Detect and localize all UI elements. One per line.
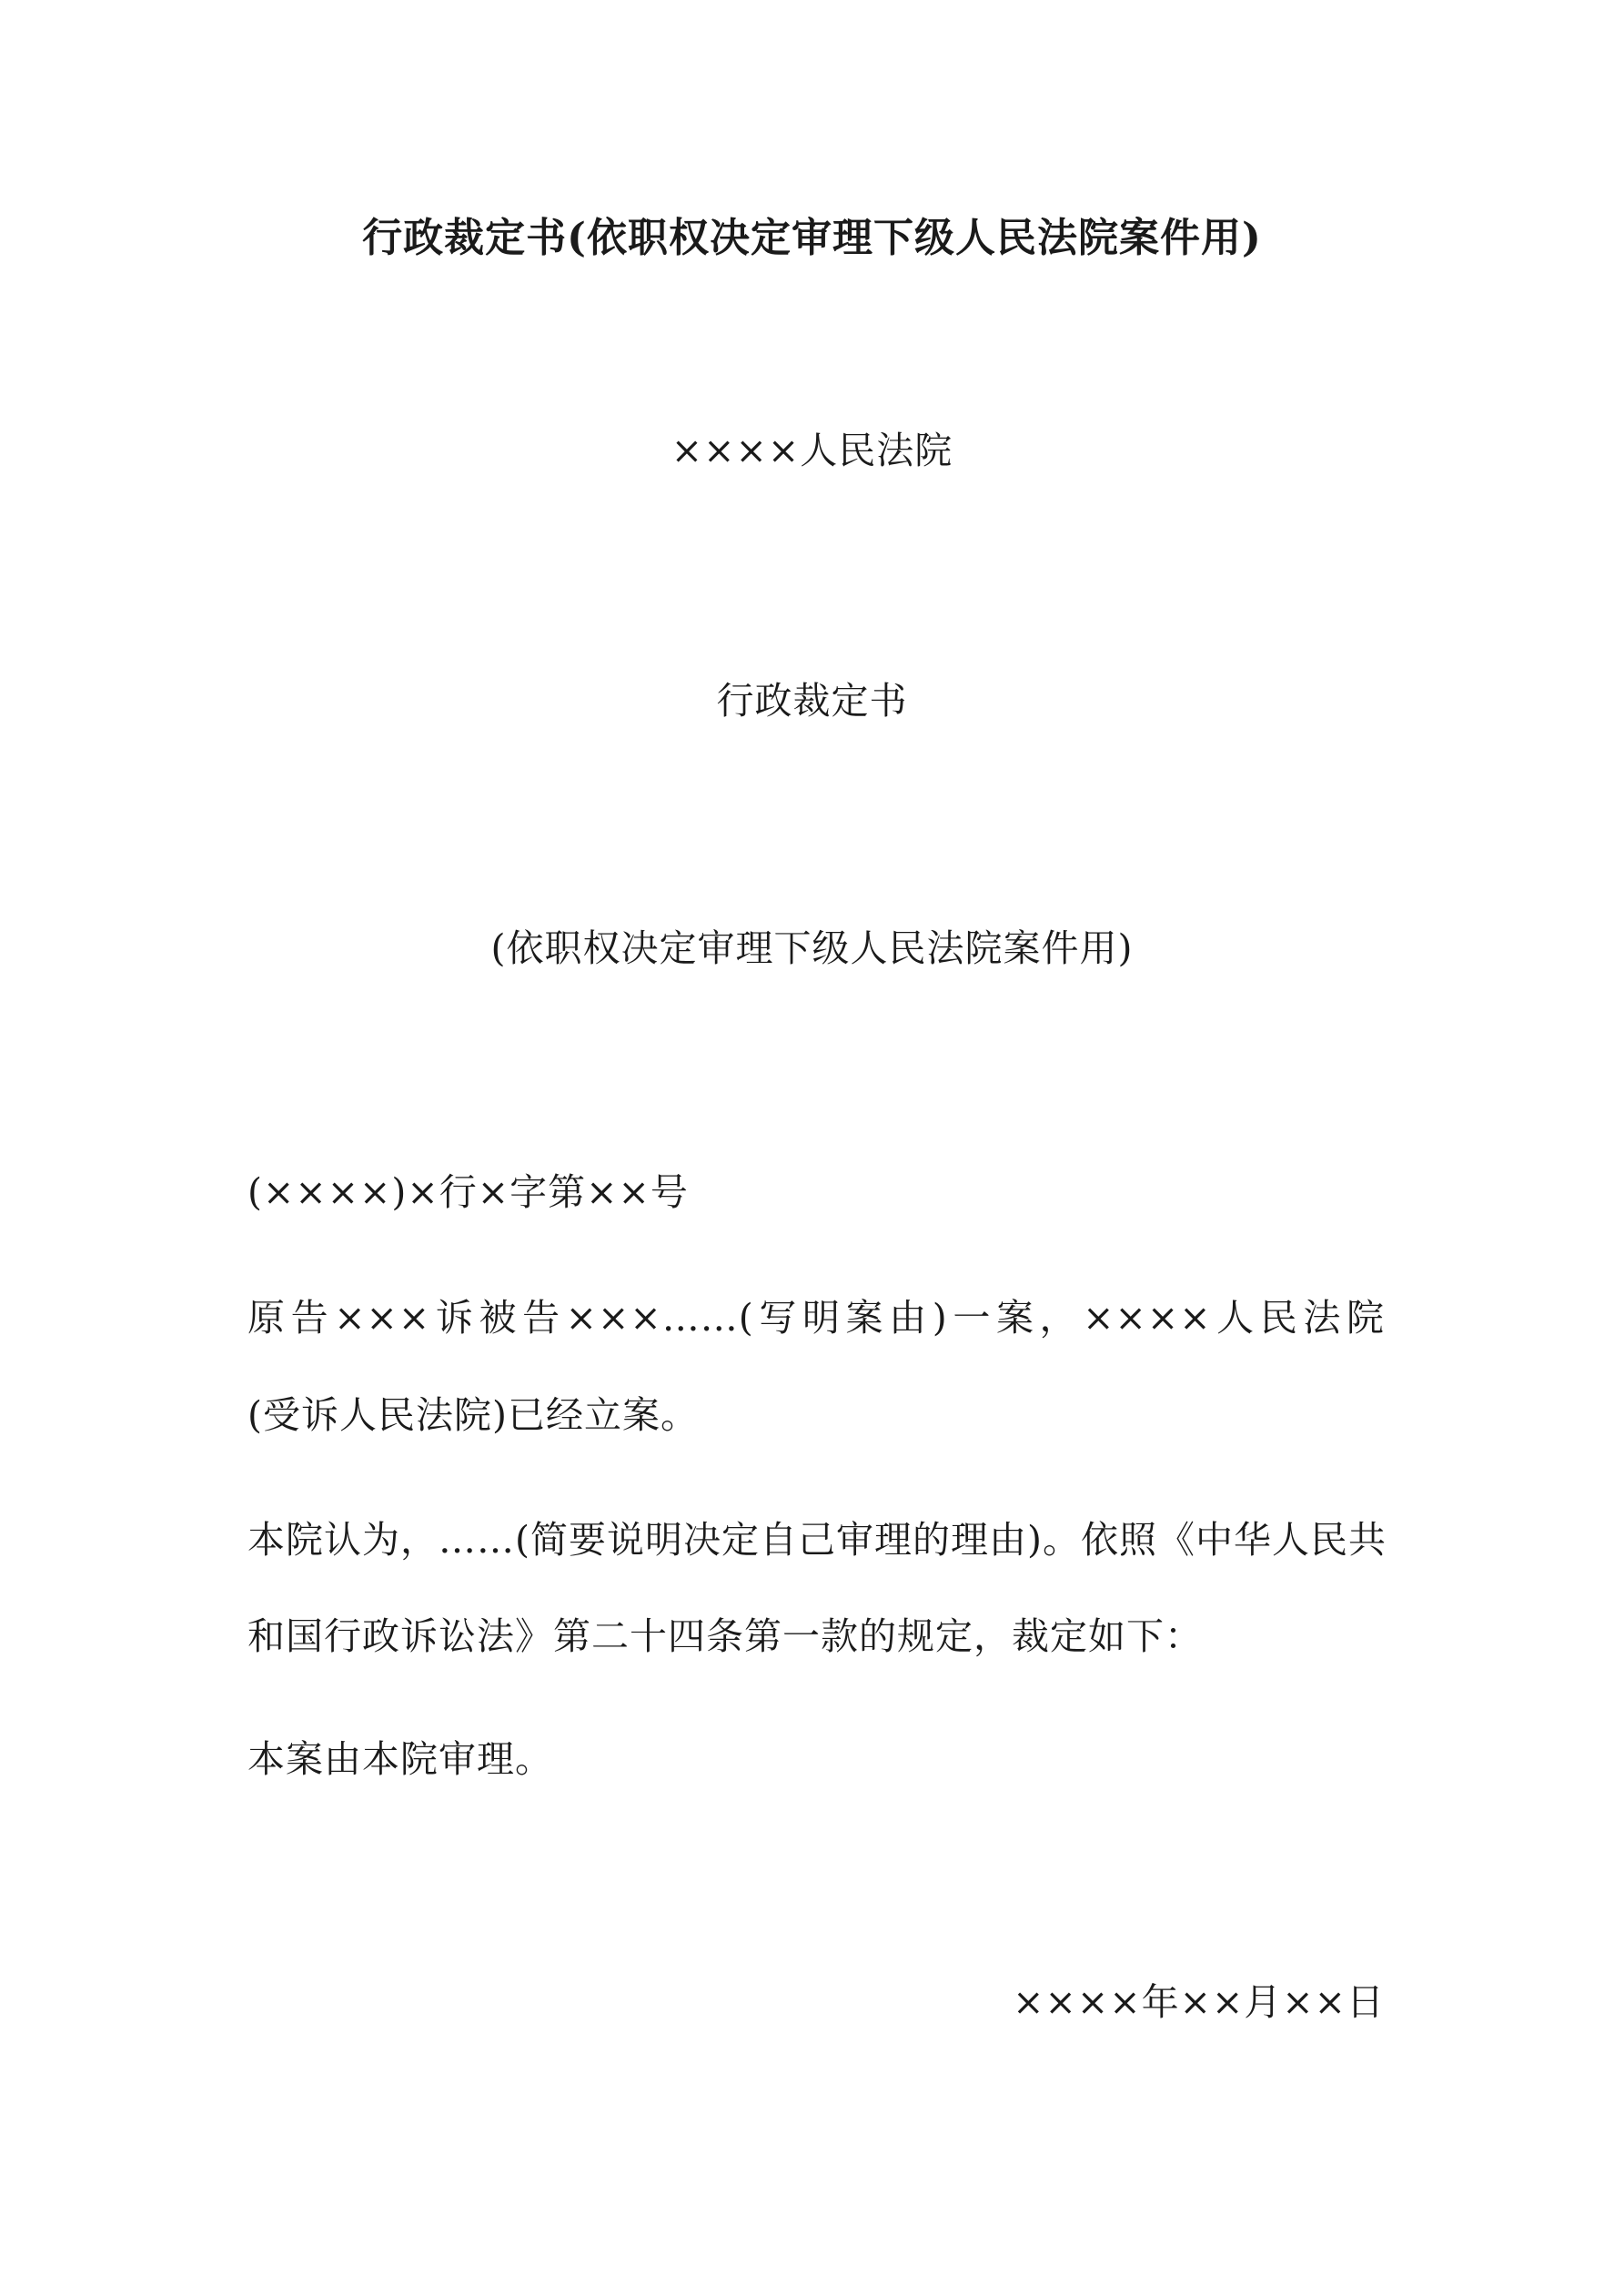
paragraph-2-line-2: 和国行政诉讼法》第二十四条第一款的规定，裁定如下：: [247, 1614, 1203, 1658]
paragraph-1-line-2: (受诉人民法院)已经立案。: [247, 1393, 699, 1437]
document-title: 行政裁定书(依职权决定审理下级人民法院案件用): [362, 215, 1262, 261]
ruling-title: 行政裁定书: [716, 679, 908, 723]
court-name: ××××人民法院: [671, 429, 953, 472]
case-number: (××××)×行×字第××号: [247, 1170, 689, 1214]
paragraph-2-line-1: 本院认为，……(简要说明决定自己审理的理由)。依照《中华人民共: [247, 1518, 1387, 1562]
ruling-subtitle: (依职权决定审理下级人民法院案件用): [490, 926, 1134, 970]
decision-text: 本案由本院审理。: [247, 1737, 553, 1781]
paragraph-1-line-1: 原告×××诉被告×××……(写明案由)一案，××××人民法院: [247, 1296, 1385, 1340]
ruling-date: ××××年××月××日: [1013, 1980, 1385, 2024]
